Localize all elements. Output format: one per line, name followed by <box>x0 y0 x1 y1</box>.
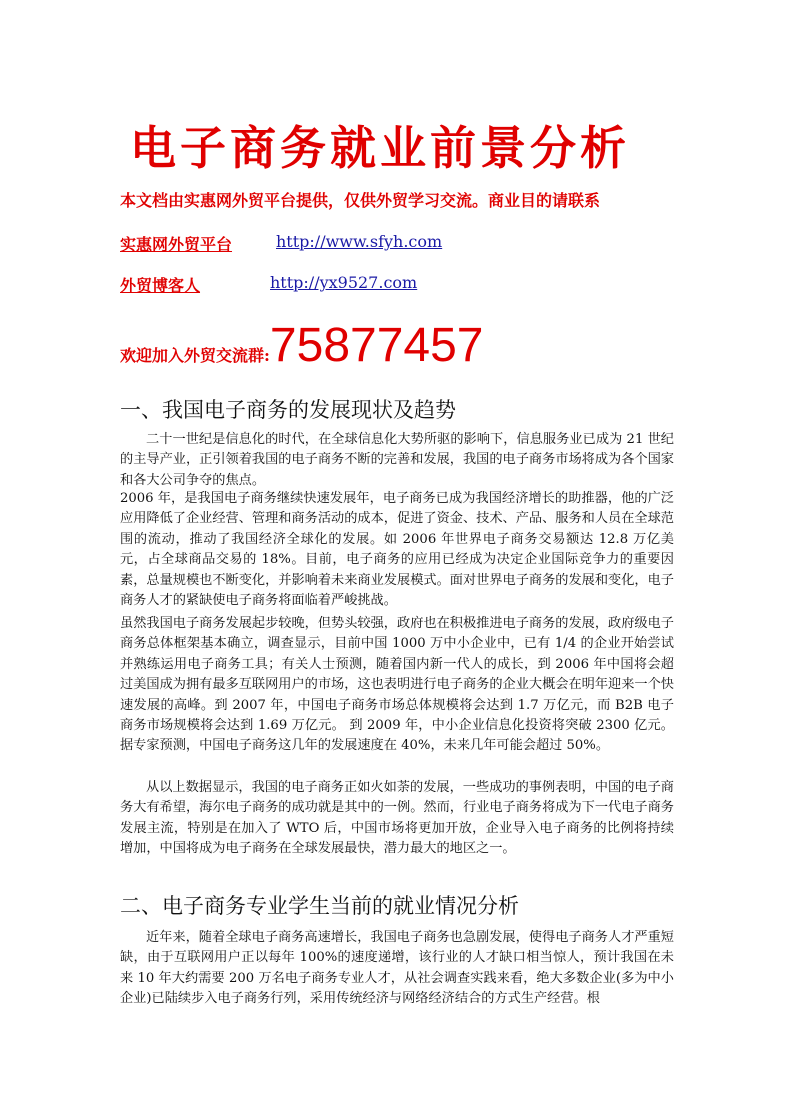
link-url-blog[interactable]: http://yx9527.com <box>270 273 418 292</box>
section-heading-1: 一、我国电子商务的发展现状及趋势 <box>120 398 456 422</box>
link-row-blog <box>120 273 418 296</box>
paragraph: 2006 年，是我国电子商务继续快速发展年，电子商务已成为我国经济增长的助推器，他的广泛应用降低了企业经营、管理和商务活动的成本，促进了资金、技术、产品、服务和人员在全球范围的流动，推动了我国经济全球化的发展。如 2006 年世界电子商务交易额达 12.8 万亿美元，占全球商品交易的 18%。目前，电子商务的应用已经成为决定企业国际竞争力的重要因素，总量规模也不断变化，并影响着未来商业发展模式。面对世界电子商务的发展和变化，电子商务人才的紧缺使电子商务将面临着严峻挑战。 <box>120 491 674 609</box>
paragraph: 近年来，随着全球电子商务高速增长，我国电子商务也急剧发展，使得电子商务人才严重短缺，由于互联网用户正以每年 100%的速度递增，该行业的人才缺口相当惊人，预计我国在未来 10 年大约需要 200 万名电子商务专业人才，从社会调查实践来看，绝大多数企业(多为中小企业)已陆续步入电子商务行列，采用传统经济与网络经济结合的方式生产经营。根 <box>120 930 674 1007</box>
paragraph: 虽然我国电子商务发展起步较晚，但势头较强，政府也在积极推进电子商务的发展，政府级电子商务总体框架基本确立，调查显示，目前中国 1000 万中小企业中，已有 1/4 的企业开始尝试并熟练运用电子商务工具；有关人士预测，随着国内新一代人的成长，到 2006 年中国将会超过美国成为拥有最多互联网用户的市场，这也表明进行电子商务的企业大概会在明年迎来一个快速发展的高峰。到 2007 年，中国电子商务市场总体规模将会达到 1.7 万亿元，而 B2B 电子商务市场规模将会达到 1.69 万亿元。 到 2009 年，中小企业信息化投资将突破 2300 亿元。据专家预测，中国电子商务这几年的发展速度在 40%，未来几年可能会超过 50%。 <box>120 616 674 754</box>
link-row-sfyh <box>120 232 443 255</box>
link-label-blog[interactable]: 外贸博客人 <box>120 276 201 295</box>
document-title: 电子商务就业前景分析 <box>130 121 630 175</box>
paragraph: 二十一世纪是信息化的时代，在全球信息化大势所驱的影响下，信息服务业已成为 21 世纪的主导产业，正引领着我国的电子商务不断的完善和发展，我国的电子商务市场将成为各个国家和各大公司争夺的焦点。 <box>120 432 674 488</box>
source-notice: 本文档由实惠网外贸平台提供，仅供外贸学习交流。商业目的请联系 <box>120 191 601 210</box>
qq-group-line <box>120 318 483 373</box>
link-url-sfyh[interactable]: http://www.sfyh.com <box>276 232 443 251</box>
section-heading-2: 二、电子商务专业学生当前的就业情况分析 <box>120 894 519 918</box>
link-label-sfyh[interactable]: 实惠网外贸平台 <box>120 235 233 254</box>
qq-group-label: 欢迎加入外贸交流群: <box>120 346 270 365</box>
qq-group-number: 75877457 <box>269 319 484 372</box>
paragraph: 从以上数据显示，我国的电子商务正如火如荼的发展，一些成功的事例表明，中国的电子商务大有希望，海尔电子商务的成功就是其中的一例。然而，行业电子商务将成为下一代电子商务发展主流，特别是在加入了 WTO 后，中国市场将更加开放，企业导入电子商务的比例将持续增加，中国将成为电子商务在全球发展最快，潜力最大的地区之一。 <box>120 780 674 857</box>
